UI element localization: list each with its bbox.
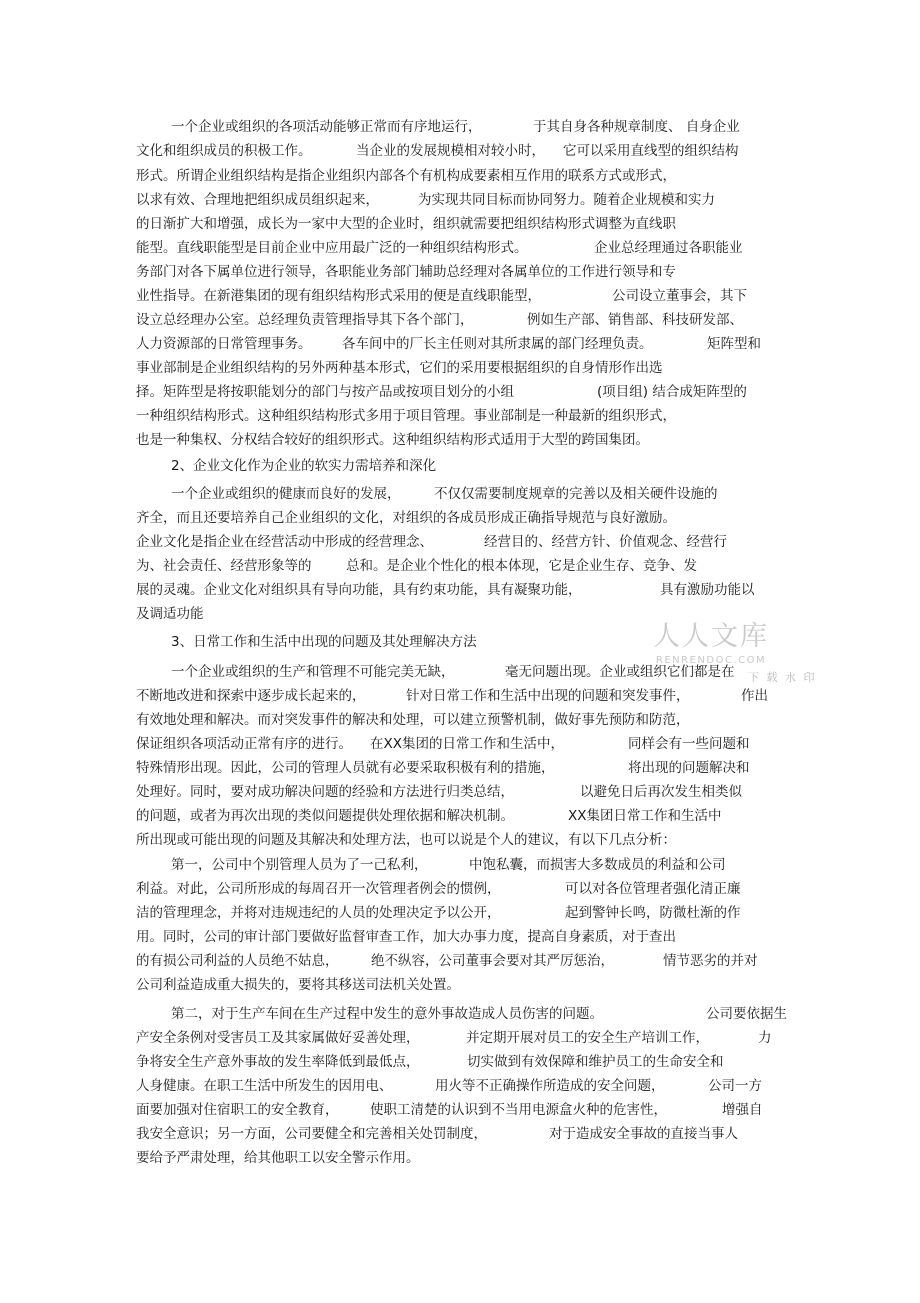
text-segment: 作出 — [741, 688, 768, 704]
text-line — [0, 188, 920, 212]
text-segment: 总和。是企业个性化的根本体现，它是企业生存、竞争、发 — [346, 558, 697, 574]
text-line — [0, 530, 920, 554]
text-segment: 特殊情形出现。因此，公司的管理人员就有必要采取积极有利的措施， — [136, 760, 555, 776]
text-segment: 人身健康。在职工生活中所发生的因用电、 — [136, 1078, 393, 1094]
text-segment: 公司要依据生 — [706, 1006, 787, 1022]
text-segment: 可以对各位管理者强化清正廉 — [565, 881, 741, 897]
text-line — [0, 949, 920, 973]
text-segment: 齐全，而且还要培养自己企业组织的文化，对组织的各成员形成正确指导规范与良好激励。 — [136, 510, 676, 526]
text-line — [0, 212, 920, 236]
text-line — [0, 756, 920, 780]
text-line — [0, 404, 920, 428]
text-segment: 我安全意识；另一方面，公司要健全和完善相关处罚制度， — [136, 1126, 487, 1142]
text-segment: 要给予严肃处理，给其他职工以安全警示作用。 — [136, 1150, 420, 1166]
text-segment: 起到警钟长鸣，防微杜渐的作 — [565, 905, 741, 921]
text-line — [0, 1050, 920, 1074]
text-segment: 也是一种集权、分权结合较好的组织形式。这种组织结构形式适用于大型的跨国集团。 — [136, 432, 649, 448]
text-segment: 的有损公司利益的人员绝不姑息， — [136, 953, 339, 969]
text-segment: 争将安全生产意外事故的发生率降低到最低点， — [136, 1054, 420, 1070]
text-segment: 洁的管理理念，并将对违规违纪的人员的处理决定予以公开， — [136, 905, 501, 921]
text-segment: 的问题，或者为再次出现的类似问题提供处理依据和解决机制。 — [136, 808, 514, 824]
text-line — [0, 602, 920, 626]
text-line — [0, 804, 920, 828]
text-segment: 具有激励功能以 — [660, 582, 755, 598]
text-segment: 各车间中的厂长主任则对其所隶属的部门经理负责。 — [342, 336, 653, 352]
text-line — [0, 973, 920, 997]
text-line — [0, 308, 920, 332]
text-line — [0, 732, 920, 756]
text-segment: 毫无问题出现。企业或组织它们都是在 — [505, 664, 735, 680]
text-segment: 2、企业文化作为企业的软实力需培养和深化 — [171, 458, 437, 474]
text-segment: 一种组织结构形式。这种组织结构形式多用于项目管理。事业部制是一种最新的组织形式， — [136, 408, 676, 424]
text-line — [0, 1122, 920, 1146]
text-line — [0, 630, 920, 654]
text-segment: 人力资源部的日常管理事务。 — [136, 336, 312, 352]
text-segment: 择。矩阵型是将按职能划分的部门与按产品或按项目划分的小组 — [136, 384, 514, 400]
text-segment: 以求有效、合理地把组织成员组织起来， — [136, 192, 379, 208]
text-line — [0, 428, 920, 452]
text-line — [0, 901, 920, 925]
text-segment: 展的灵魂。企业文化对组织具有导向功能，具有约束功能，具有凝聚功能， — [136, 582, 582, 598]
text-segment: 中饱私囊，而损害大多数成员的利益和公司 — [469, 857, 726, 873]
text-line — [0, 1146, 920, 1170]
text-segment: 务部门对各下属单位进行领导，各职能业务部门辅助总经理对各属单位的工作进行领导和专 — [136, 264, 676, 280]
text-line — [0, 260, 920, 284]
text-line — [0, 554, 920, 578]
text-segment: 对于造成安全事故的直接当事人 — [549, 1126, 738, 1142]
text-line — [0, 380, 920, 404]
text-segment: 所出现或可能出现的问题及其解决和处理方法，也可以说是个人的建议，有以下几点分析： — [136, 832, 676, 848]
text-segment: 面要加强对住宿职工的安全教育， — [136, 1102, 339, 1118]
text-line — [0, 454, 920, 478]
watermark-domain: RENRENDOC.COM — [655, 655, 767, 666]
text-segment: 为实现共同目标而协同努力。随着企业规模和实力 — [418, 192, 715, 208]
text-segment: 事业部制是企业组织结构的另外两种基本形式，它们的采用要根据组织的自身情形作出选 — [136, 360, 663, 376]
text-segment: 增强自 — [722, 1102, 763, 1118]
text-line — [0, 164, 920, 188]
text-segment: 同样会有一些问题和 — [628, 736, 750, 752]
text-segment: 一个企业或组织的各项活动能够正常而有序地运行， — [171, 119, 482, 135]
text-segment: 第一，公司中个别管理人员为了一己私利， — [171, 857, 428, 873]
text-segment: 并定期开展对员工的安全生产培训工作， — [466, 1030, 709, 1046]
text-segment: 不仅仅需要制度规章的完善以及相关硬件设施的 — [434, 486, 718, 502]
text-segment: 当企业的发展规模相对较小时， — [356, 143, 545, 159]
text-line — [0, 1002, 920, 1026]
text-segment: 能型。直线职能型是目前企业中应用最广泛的一种组织结构形式。 — [136, 240, 528, 256]
text-segment: 使职工清楚的认识到不当用电源盒火种的危害性， — [370, 1102, 667, 1118]
text-segment: 绝不纵容，公司董事会要对其严厉惩治， — [371, 953, 614, 969]
text-segment: 企业文化是指企业在经营活动中形成的经营理念、 — [136, 534, 433, 550]
text-segment: 不断地改进和探索中逐步成长起来的， — [136, 688, 366, 704]
text-segment: 公司一方 — [708, 1078, 762, 1094]
text-line — [0, 115, 920, 139]
text-segment: 为、社会责任、经营形象等的 — [136, 558, 312, 574]
text-line — [0, 356, 920, 380]
text-line — [0, 853, 920, 877]
text-segment: 形式。所谓企业组织结构是指企业组织内部各个有机构成要素相互作用的联系方式或形式， — [136, 168, 676, 184]
text-segment: 有效地处理和解决。而对突发事件的解决和处理，可以建立预警机制，做好事先预防和防范， — [136, 712, 690, 728]
watermark-title: 人人文库 — [653, 621, 769, 652]
text-segment: 企业总经理通过各职能业 — [594, 240, 743, 256]
text-segment: (项目组) 结合成矩阵型的 — [597, 384, 747, 400]
text-segment: 矩阵型和 — [707, 336, 761, 352]
text-segment: 一个企业或组织的健康而良好的发展， — [171, 486, 401, 502]
text-segment: 处理好。同时，要对成功解决问题的经验和方法进行归类总结， — [136, 784, 514, 800]
text-segment: 用。同时，公司的审计部门要做好监督审查工作，加大办事力度，提高自身素质，对于查出 — [136, 929, 676, 945]
text-segment: 切实做到有效保障和维护员工的生命安全和 — [467, 1054, 724, 1070]
text-segment: 以避免日后再次发生相类似 — [580, 784, 742, 800]
text-line — [0, 482, 920, 506]
text-line — [0, 780, 920, 804]
text-line — [0, 332, 920, 356]
text-line — [0, 925, 920, 949]
text-line — [0, 684, 920, 708]
text-segment: XX集团日常工作和生活中 — [568, 808, 722, 824]
text-line — [0, 708, 920, 732]
text-segment: 在XX集团的日常工作和生活中， — [370, 736, 564, 752]
text-segment: 及调适功能 — [136, 606, 204, 622]
text-line — [0, 506, 920, 530]
text-segment: 保证组织各项活动正常有序的进行。 — [136, 736, 352, 752]
text-line — [0, 1074, 920, 1098]
text-segment: 公司利益造成重大损失的，要将其移送司法机关处置。 — [136, 977, 460, 993]
text-segment: 业性指导。在新港集团的现有组织结构形式采用的便是直线职能型， — [136, 288, 541, 304]
text-line — [0, 877, 920, 901]
text-segment: 用火等不正确操作所造成的安全问题， — [435, 1078, 665, 1094]
text-segment: 将出现的问题解决和 — [628, 760, 750, 776]
text-segment: 公司设立董事会，其下 — [612, 288, 747, 304]
text-line — [0, 1098, 920, 1122]
watermark-caption: 下 载 水 印 — [748, 671, 817, 684]
text-segment: 它可以采用直线型的组织结构 — [563, 143, 739, 159]
text-segment: 的日渐扩大和增强，成长为一家中大型的企业时，组织就需要把组织结构形式调整为直线职 — [136, 216, 676, 232]
text-segment: 针对日常工作和生活中出现的问题和突发事件， — [406, 688, 690, 704]
text-segment: 利益。对此，公司所形成的每周召开一次管理者例会的惯例， — [136, 881, 501, 897]
text-segment: 例如生产部、销售部、科技研发部、 — [527, 312, 743, 328]
text-segment: 情节恶劣的并对 — [663, 953, 758, 969]
text-segment: 文化和组织成员的积极工作。 — [136, 143, 312, 159]
text-segment: 产安全条例对受害员工及其家属做好妥善处理， — [136, 1030, 420, 1046]
text-segment: 经营目的、经营方针、价值观念、经营行 — [484, 534, 727, 550]
text-line — [0, 578, 920, 602]
text-line — [0, 236, 920, 260]
text-segment: 3、日常工作和生活中出现的问题及其处理解决方法 — [171, 634, 477, 650]
text-line — [0, 284, 920, 308]
text-segment: 第二，对于生产车间在生产过程中发生的意外事故造成人员伤害的问题。 — [171, 1006, 603, 1022]
text-line — [0, 1026, 920, 1050]
text-segment: 一个企业或组织的生产和管理不可能完美无缺， — [171, 664, 455, 680]
text-segment: 设立总经理办公室。总经理负责管理指导其下各个部门， — [136, 312, 474, 328]
text-segment: 力 — [758, 1030, 772, 1046]
text-line — [0, 828, 920, 852]
text-segment: 于其自身各种规章制度、 自身企业 — [533, 119, 740, 135]
text-line — [0, 139, 920, 163]
